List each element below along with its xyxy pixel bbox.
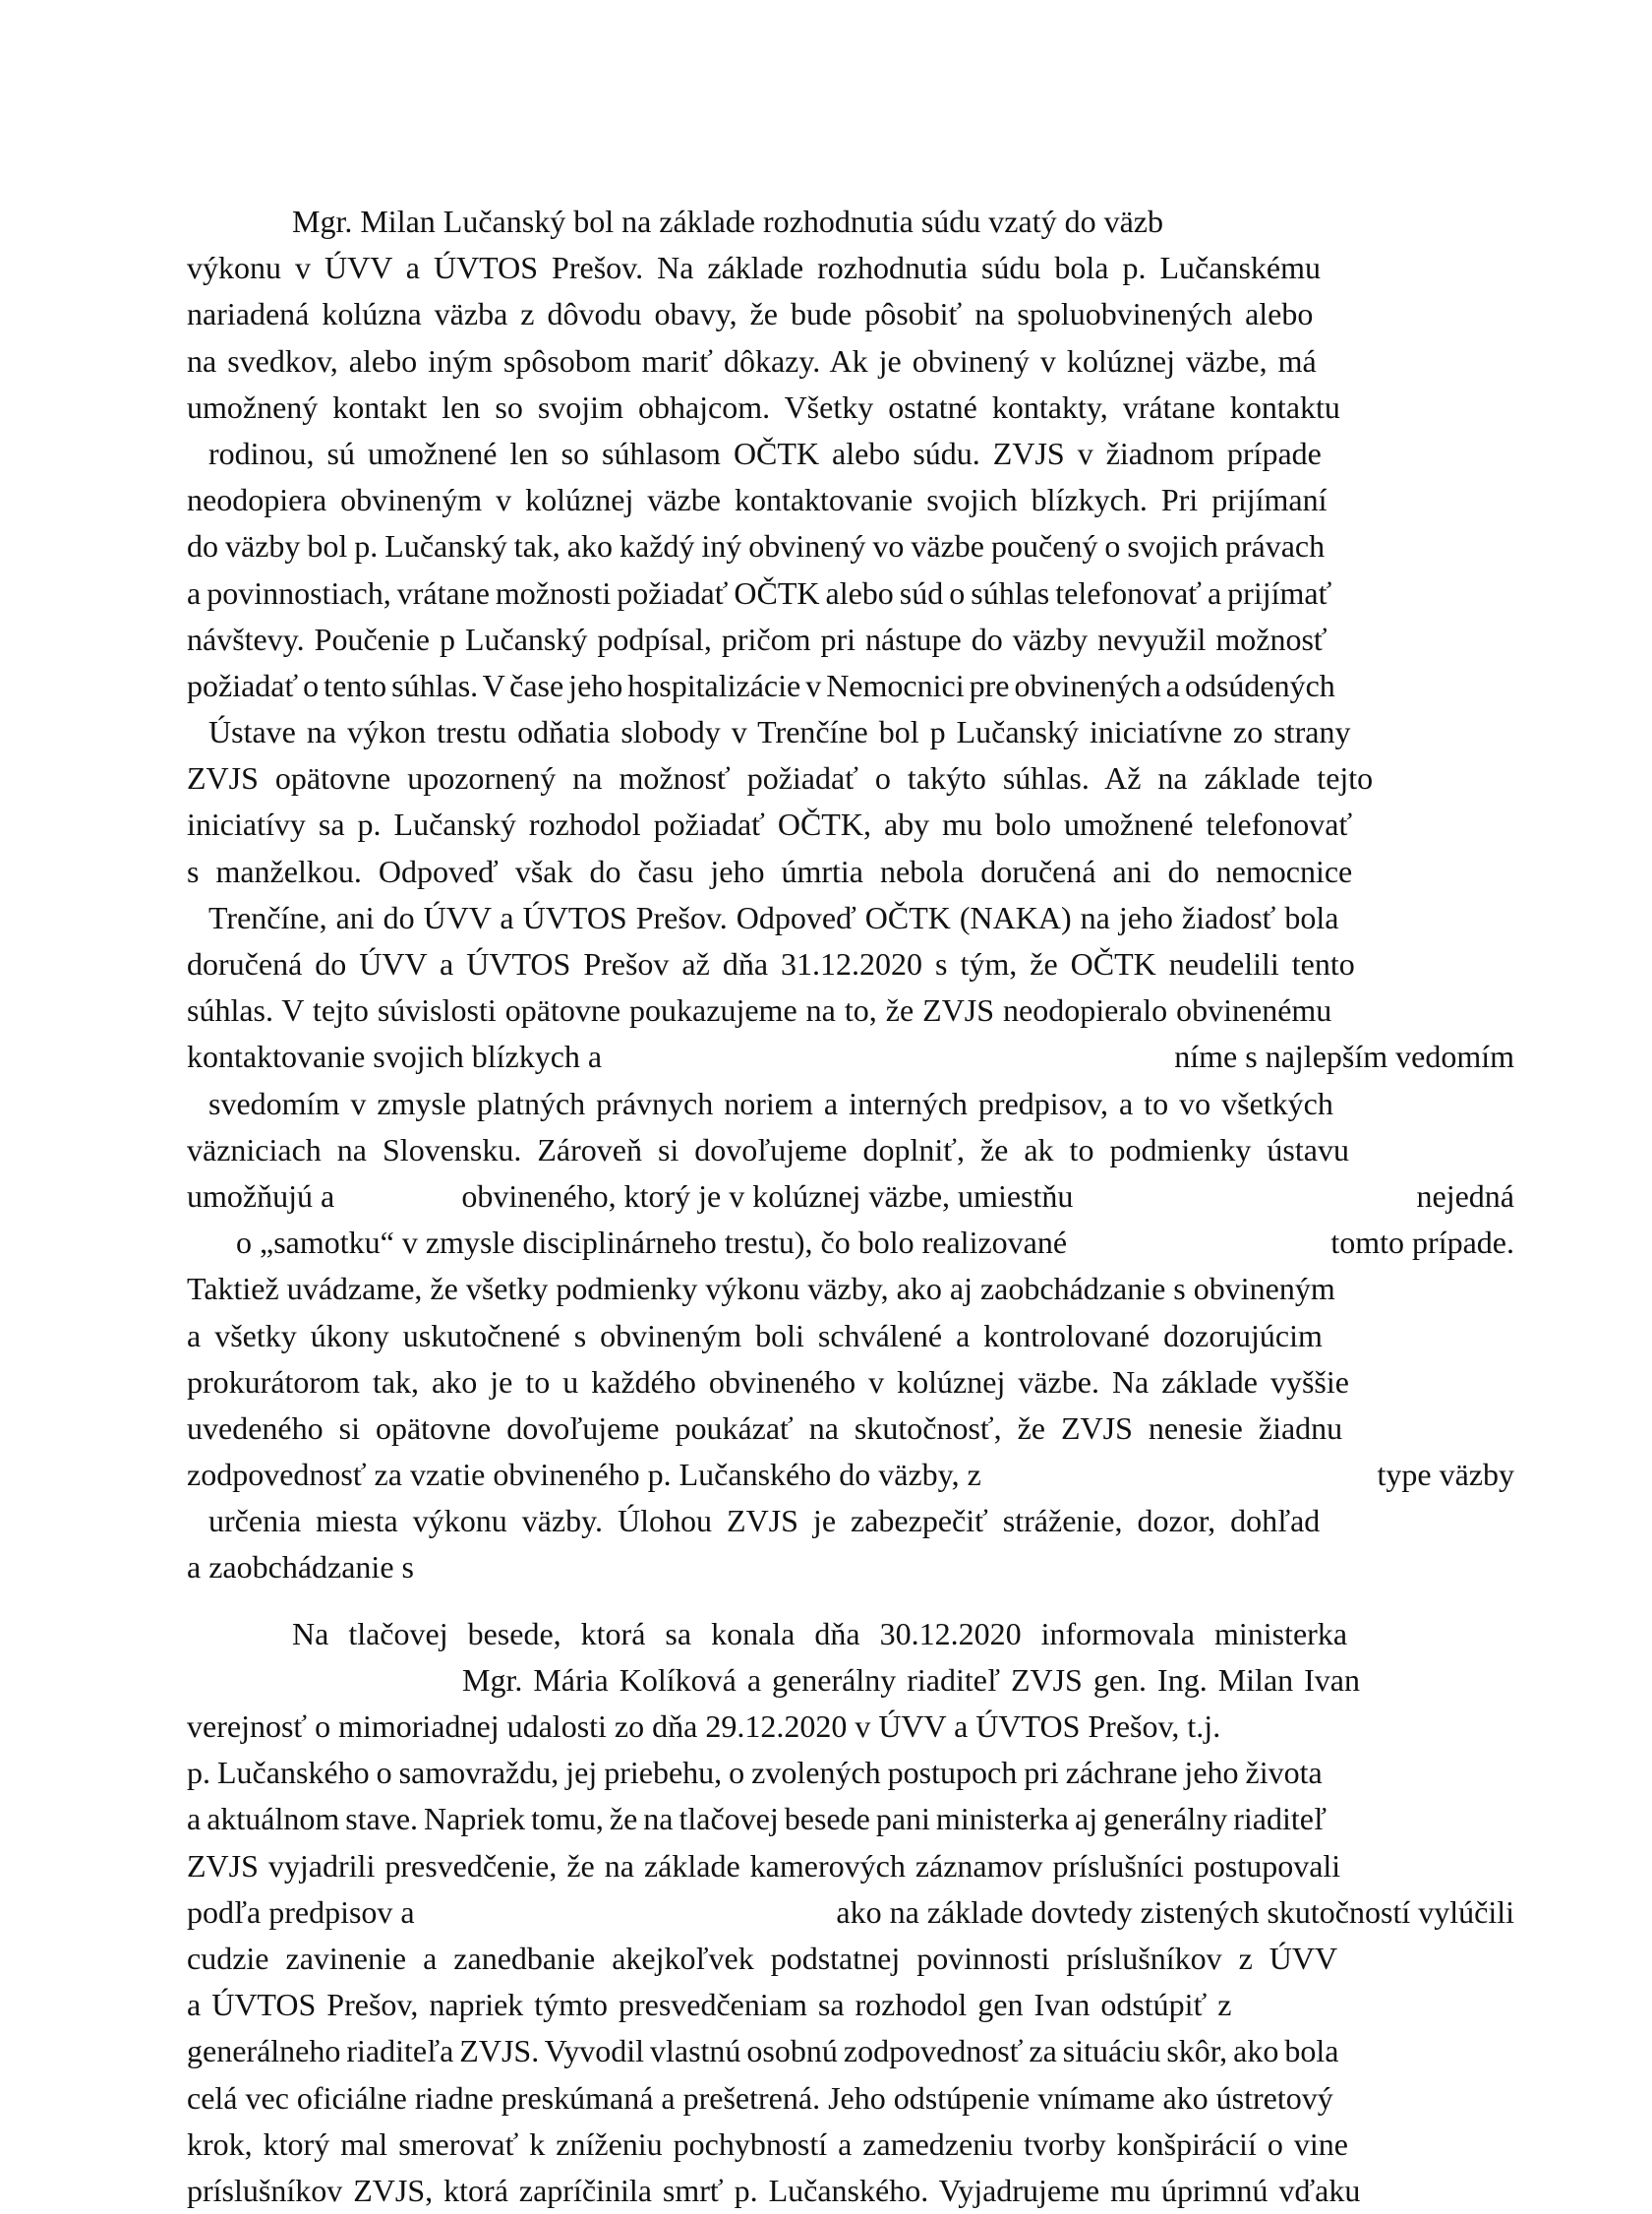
text-line: kontaktovanie svojich blízkych a níme s najlepším vedomím xyxy=(187,1039,1514,1075)
text-line: celá vec oficiálne riadne preskúmaná a prešetrená. Jeho odstúpenie vnímame ako ústretový xyxy=(187,2079,1333,2116)
text-line: požiadať o tento súhlas. V čase jeho hospitalizácie v Nemocnici pre obvinených a odsúdených xyxy=(187,667,1335,703)
text-line: prokurátorom tak, ako je to u každého obvineného v kolúznej väzbe. Na základe vyššie xyxy=(187,1363,1349,1400)
text-line: výkonu v ÚVV a ÚVTOS Prešov. Na základe rozhodnutia súdu bola p. Lučanskému xyxy=(187,250,1321,286)
text-line: cudzie zavinenie a zanedbanie akejkoľvek podstatnej povinnosti príslušníkov z ÚVV xyxy=(187,1940,1338,1976)
text-line: svedomím v zmysle platných právnych noriem a interných predpisov, a to vo všetkých xyxy=(208,1085,1333,1121)
text-line: a zaobchádzanie s xyxy=(187,1549,414,1586)
text-line: ZVJS opätovne upozornený na možnosť požiadať o takýto súhlas. Až na základe tejto xyxy=(187,760,1374,797)
text-line: zodpovednosť za vzatie obvineného p. Lučanského do väzby, z type väzby xyxy=(187,1457,1514,1493)
text-line: krok, ktorý mal smerovať k zníženiu pochybností a zamedzeniu tvorby konšpirácií o vine xyxy=(187,2125,1348,2162)
text-line: umožňujú a obvineného, ktorý je v kolúznej väzbe, umiestňu nejedná xyxy=(187,1177,1514,1214)
text-line: rodinou, sú umožnené len so súhlasom OČTK alebo súdu. ZVJS v žiadnom prípade xyxy=(208,435,1322,471)
text-line: doručená do ÚVV a ÚVTOS Prešov až dňa 31.12.2020 s tým, že OČTK neudelili tento xyxy=(187,946,1355,982)
text-line: neodopiera obvineným v kolúznej väzbe kontaktovanie svojich blízkych. Pri prijímaní xyxy=(187,482,1328,518)
text-line: ZVJS vyjadrili presvedčenie, že na základe kamerových záznamov príslušníci postupovali xyxy=(187,1847,1341,1884)
text-line: na svedkov, alebo iným spôsobom mariť dôkazy. Ak je obvinený v kolúznej väzbe, má xyxy=(187,342,1317,379)
text-line: Taktiež uvádzame, že všetky podmienky výkonu väzby, ako aj zaobchádzanie s obvineným xyxy=(187,1271,1335,1307)
text-line: Mgr. Milan Lučanský bol na základe rozhodnutia súdu vzatý do väzb xyxy=(292,204,1163,239)
text-line: podľa predpisov a ako na základe dovtedy zistených skutočností vylúčili xyxy=(187,1893,1514,1930)
text-line: Mgr. Mária Kolíková a generálny riaditeľ ZVJS gen. Ing. Milan Ivan xyxy=(462,1661,1360,1698)
text-line: Trenčíne, ani do ÚVV a ÚVTOS Prešov. Odpoveď OČTK (NAKA) na jeho žiadosť bola xyxy=(208,899,1339,935)
text-line: Ústave na výkon trestu odňatia slobody v Trenčíne bol p Lučanský iniciatívne zo strany xyxy=(208,714,1351,750)
text-line: a povinnostiach, vrátane možnosti požiadať OČTK alebo súd o súhlas telefonovať a prijímať xyxy=(187,574,1332,611)
text-line: súhlas. V tejto súvislosti opätovne poukazujeme na to, že ZVJS neodopieralo obvinenému xyxy=(187,992,1332,1029)
text-line: p. Lučanského o samovraždu, jej priebehu, o zvolených postupoch pri záchrane jeho života xyxy=(187,1755,1323,1791)
text-line: nariadená kolúzna väzba z dôvodu obavy, že bude pôsobiť na spoluobvinených alebo xyxy=(187,296,1314,332)
text-line: a aktuálnom stave. Napriek tomu, že na tlačovej besede pani ministerka aj generálny riaditeľ xyxy=(187,1801,1327,1837)
text-line: s manželkou. Odpoveď však do času jeho úmrtia nebola doručená ani do nemocnice xyxy=(187,853,1353,889)
text-line: umožnený kontakt len so svojim obhajcom. Všetky ostatné kontakty, vrátane kontaktu xyxy=(187,389,1340,425)
text-line: a všetky úkony uskutočnené s obvineným boli schválené a kontrolované dozorujúcim xyxy=(187,1317,1323,1353)
text-line: generálneho riaditeľa ZVJS. Vyvodil vlastnú osobnú zodpovednosť za situáciu skôr, ako bola xyxy=(187,2033,1339,2069)
body-text xyxy=(187,199,1514,2214)
text-line: a ÚVTOS Prešov, napriek týmto presvedčeniam sa rozhodol gen Ivan odstúpiť z xyxy=(187,1987,1232,2023)
paragraph-gap xyxy=(187,1591,1514,1611)
text-line: uvedeného si opätovne dovoľujeme poukázať na skutočnosť, že ZVJS nenesie žiadnu xyxy=(187,1409,1343,1446)
text-line: návštevy. Poučenie p Lučanský podpísal, pričom pri nástupe do väzby nevyužil možnosť xyxy=(187,621,1328,657)
paragraph-2 xyxy=(187,1611,1514,2214)
text-line: príslušníkov ZVJS, ktorá zapríčinila smrť p. Lučanského. Vyjadrujeme mu úprimnú vďaku xyxy=(187,2172,1361,2208)
text-line: Na tlačovej besede, ktorá sa konala dňa 30.12.2020 informovala ministerka xyxy=(292,1615,1348,1651)
paragraph-1 xyxy=(187,199,1514,1591)
text-line: do väzby bol p. Lučanský tak, ako každý iný obvinený vo väzbe poučený o svojich právach xyxy=(187,528,1326,565)
text-line: väzniciach na Slovensku. Zároveň si dovoľujeme doplniť, že ak to podmienky ústavu xyxy=(187,1131,1349,1167)
text-line: určenia miesta výkonu väzby. Úlohou ZVJS je zabezpečiť stráženie, dozor, dohľad xyxy=(208,1503,1321,1539)
text-line: verejnosť o mimoriadnej udalosti zo dňa 29.12.2020 v ÚVV a ÚVTOS Prešov, t.j. xyxy=(187,1708,1221,1744)
text-line: o „samotku“ v zmysle disciplinárneho trestu), čo bolo realizované tomto prípade. xyxy=(236,1225,1514,1261)
text-line: iniciatívy sa p. Lučanský rozhodol požiadať OČTK, aby mu bolo umožnené telefonovať xyxy=(187,807,1353,843)
